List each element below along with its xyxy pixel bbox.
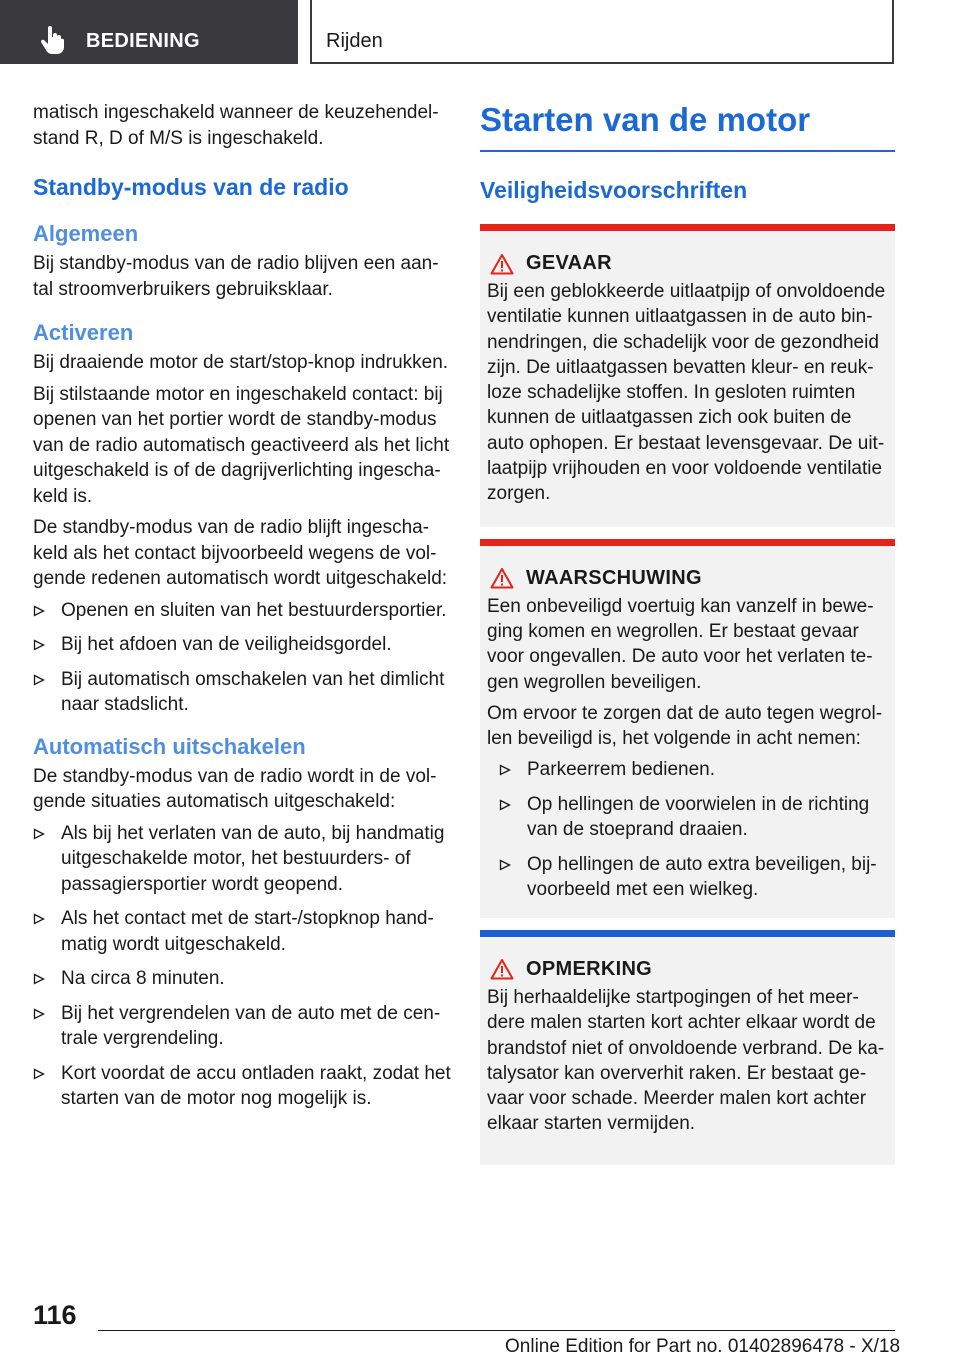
hand-pointer-icon — [38, 26, 66, 54]
notice-header — [487, 252, 887, 275]
notice-header — [487, 958, 887, 981]
page-number: 116 — [33, 1300, 77, 1330]
list-item-text: Als het contact met de start-/stopknop handmatig wordt uitgeschakeld. — [61, 908, 434, 955]
section-tab[interactable] — [0, 0, 298, 64]
list-item-text: Als bij het verlaten van de auto, bij handmatig uitgeschakelde motor, het bestuurders- of passagiersportier wordt geopend. — [61, 822, 445, 895]
notice-bar — [480, 539, 895, 546]
triangle-right-icon — [499, 799, 511, 811]
triangle-right-icon — [33, 973, 45, 985]
triangle-right-icon — [33, 828, 45, 840]
list-activeren — [33, 598, 451, 718]
notice-text: Bij herhaaldelijke startpogingen of het meerdere malen starten kort achter elkaar wordt de brandstof niet of onvoldoende verbrand. De katalysator kan oververhit raken. Er bestaat gevaar voor schade. Meerder malen kort achter elkaar starten vermijden. — [487, 986, 885, 1135]
chapter-tab-label: Rijden — [326, 30, 383, 52]
list-item-text: Parkeerrem bedienen. — [527, 759, 715, 781]
triangle-right-icon — [33, 605, 45, 617]
warning-triangle-icon — [490, 958, 514, 980]
heading-activeren: Activeren — [33, 320, 134, 345]
list-item — [499, 792, 887, 843]
list-item — [33, 906, 451, 957]
list-item — [33, 598, 451, 624]
triangle-right-icon — [33, 1008, 45, 1020]
edition-text: Online Edition for Part no. 01402896478 - X/18 — [505, 1336, 901, 1357]
paragraph-algemeen: Bij standby-modus van de radio blijven een aantal stroomverbruikers gebruiksklaar. — [33, 253, 439, 300]
triangle-right-icon — [499, 859, 511, 871]
notice-label: WAARSCHUWING — [526, 566, 702, 589]
list-item-text: Bij het afdoen van de veiligheidsgordel. — [61, 634, 392, 655]
triangle-right-icon — [33, 1068, 45, 1080]
notice-gevaar — [480, 224, 895, 527]
intro-paragraph: matisch ingeschakeld wanneer de keuzehendelstand R, D of M/S is ingeschakeld. — [33, 102, 439, 149]
list-item-text: Openen en sluiten van het bestuurdersportier. — [61, 599, 447, 621]
list-item-text: Kort voordat de accu ontladen raakt, zodat het starten van de motor nog mogelijk is. — [61, 1062, 451, 1109]
notice-label: OPMERKING — [526, 957, 653, 980]
list-item-text: Op hellingen de auto extra beveiligen, bijvoorbeeld met een wielkeg. — [527, 853, 877, 901]
paragraph-activeren-2: Bij stilstaande motor en ingeschakeld contact: bij openen van het portier wordt de standby-modus van de radio automatisch geactiveerd als het licht uitgeschakeld is of de dagrijverlichting ingeschakeld is. — [33, 383, 450, 507]
heading-starten: Starten van de motor — [480, 101, 811, 138]
list-item — [33, 667, 451, 718]
left-column — [33, 100, 451, 1121]
triangle-right-icon — [33, 639, 45, 651]
notice-list — [487, 757, 887, 903]
list-item-text: Bij het vergrendelen van de auto met de centrale vergrendeling. — [61, 1002, 441, 1049]
warning-triangle-icon — [490, 253, 514, 275]
list-item-text: Op hellingen de voorwielen in de richting van de stoeprand draaien. — [527, 793, 870, 841]
heading-standby: Standby-modus van de radio — [33, 174, 349, 200]
list-item — [499, 757, 887, 783]
notice-header — [487, 567, 887, 590]
right-column — [480, 100, 895, 1165]
warning-triangle-icon — [490, 567, 514, 589]
section-tab-label: BEDIENING — [86, 30, 200, 52]
list-item — [33, 1061, 451, 1112]
notice-bar — [480, 930, 895, 937]
paragraph-activeren-3: De standby-modus van de radio blijft ingeschakeld als het contact bijvoorbeeld wegens de volgende redenen automatisch wordt uitgeschakeld: — [33, 517, 448, 589]
paragraph-automatisch: De standby-modus van de radio wordt in de volgende situaties automatisch uitgeschakeld: — [33, 765, 437, 812]
footer-rule — [98, 1330, 895, 1331]
notice-text: Bij een geblokkeerde uitlaatpijp of onvoldoende ventilatie kunnen uitlaatgassen in de auto binnendringen, die schadelijk voor de gezondheid zijn. De uitlaatgassen bevatten kleur- en reukloze schadelijke stoffen. In gesloten ruimten kunnen de uitlaatgassen zich ook buiten de auto ophopen. Er bestaat levensgevaar. De uitlaatpijp vrijhouden en voor voldoende ventilatie zorgen. — [487, 281, 886, 505]
chapter-tab[interactable] — [310, 0, 894, 64]
list-item — [33, 632, 451, 658]
list-item — [33, 966, 451, 992]
list-item — [33, 1001, 451, 1052]
list-item-text: Na circa 8 minuten. — [61, 968, 225, 989]
heading-automatisch: Automatisch uitschakelen — [33, 733, 306, 759]
list-item — [33, 821, 451, 898]
notice-text: Om ervoor te zorgen dat de auto tegen wegrollen beveiligd is, het volgende in acht nemen: — [487, 702, 883, 750]
list-item-text: Bij automatisch omschakelen van het dimlicht naar stadslicht. — [61, 668, 445, 715]
notice-bar — [480, 224, 895, 231]
triangle-right-icon — [33, 674, 45, 686]
heading-algemeen: Algemeen — [33, 221, 139, 246]
notice-waarschuwing — [480, 539, 895, 918]
triangle-right-icon — [499, 764, 511, 776]
list-item — [499, 852, 887, 903]
notice-text: Een onbeveiligd voertuig kan vanzelf in beweging komen en wegrollen. Er bestaat gevaar voor ongevallen. De auto voor het verlaten tegen wegrollen beveiligen. — [487, 595, 874, 693]
heading-rule — [480, 150, 895, 152]
heading-veiligheid: Veiligheidsvoorschriften — [480, 177, 748, 203]
notice-label: GEVAAR — [526, 252, 612, 274]
notice-opmerking — [480, 930, 895, 1165]
triangle-right-icon — [33, 913, 45, 925]
paragraph-activeren-1: Bij draaiende motor de start/stop-knop indrukken. — [33, 352, 449, 373]
list-automatisch — [33, 821, 451, 1112]
